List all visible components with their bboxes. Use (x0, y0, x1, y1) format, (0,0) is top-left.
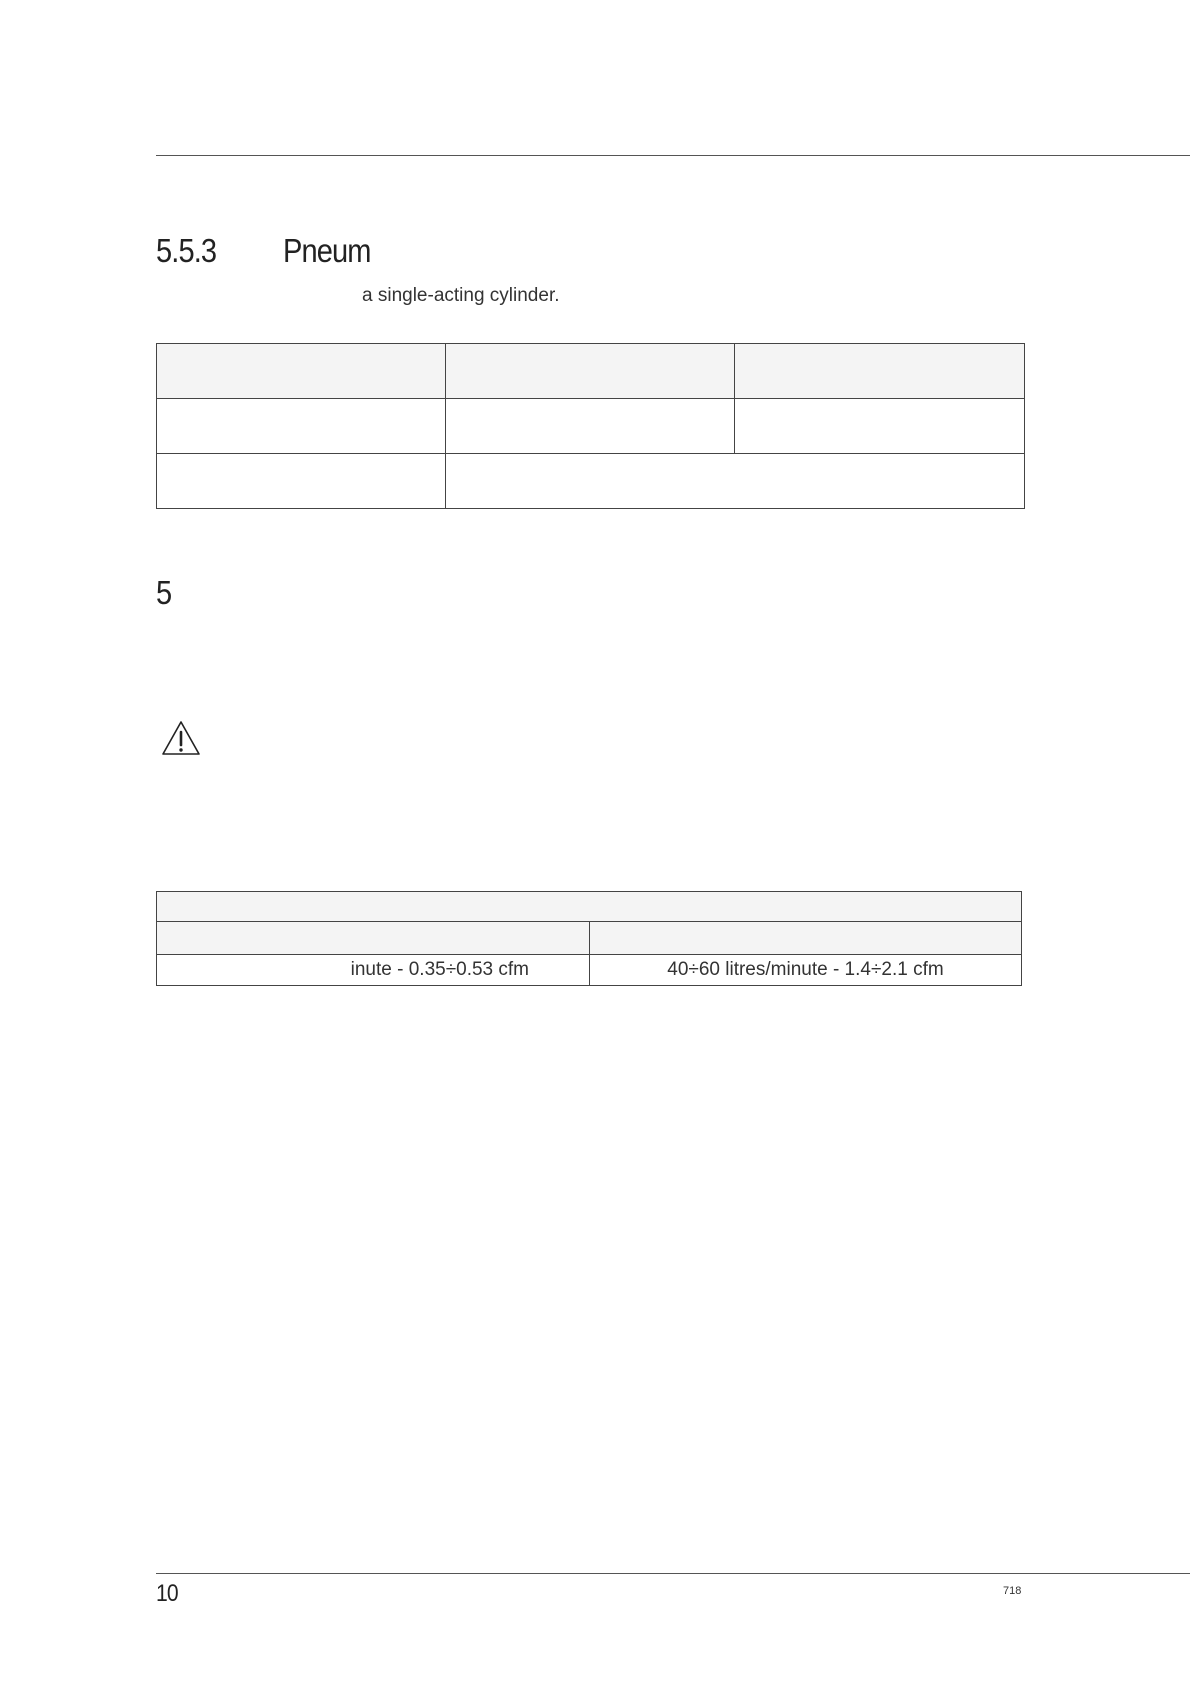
table-title-cell (157, 892, 1022, 922)
table-cell: 40÷60 litres/minute - 1.4÷2.1 cfm (590, 955, 1022, 986)
section-title: Pneum (283, 232, 371, 269)
table-cell (735, 399, 1025, 454)
table-header-cell (590, 922, 1022, 955)
table-cell (446, 454, 1025, 509)
table-row (157, 955, 1022, 986)
table-cell: inute - 0.35÷0.53 cfm (157, 955, 590, 986)
table-cell (735, 344, 1025, 399)
table-row (157, 922, 1022, 955)
page-number: 10 (156, 1580, 178, 1607)
spec-table (156, 343, 1025, 509)
header-rule (156, 155, 1190, 156)
footer-rule (156, 1573, 1190, 1574)
table-row (157, 344, 1025, 399)
section-number-2: 5 (156, 574, 172, 611)
table-header-cell (157, 922, 590, 955)
table-row (157, 399, 1025, 454)
air-consumption-table (156, 891, 1022, 986)
section-number: 5.5.3 (156, 232, 217, 269)
section-text: a single-acting cylinder. (362, 285, 560, 306)
table-cell (157, 399, 446, 454)
table-cell (157, 454, 446, 509)
document-code: 718 (1003, 1585, 1022, 1597)
table-cell (157, 344, 446, 399)
warning-triangle-icon (161, 720, 201, 756)
table-cell (446, 344, 735, 399)
table-row (157, 454, 1025, 509)
table-row (157, 892, 1022, 922)
table-cell (446, 399, 735, 454)
